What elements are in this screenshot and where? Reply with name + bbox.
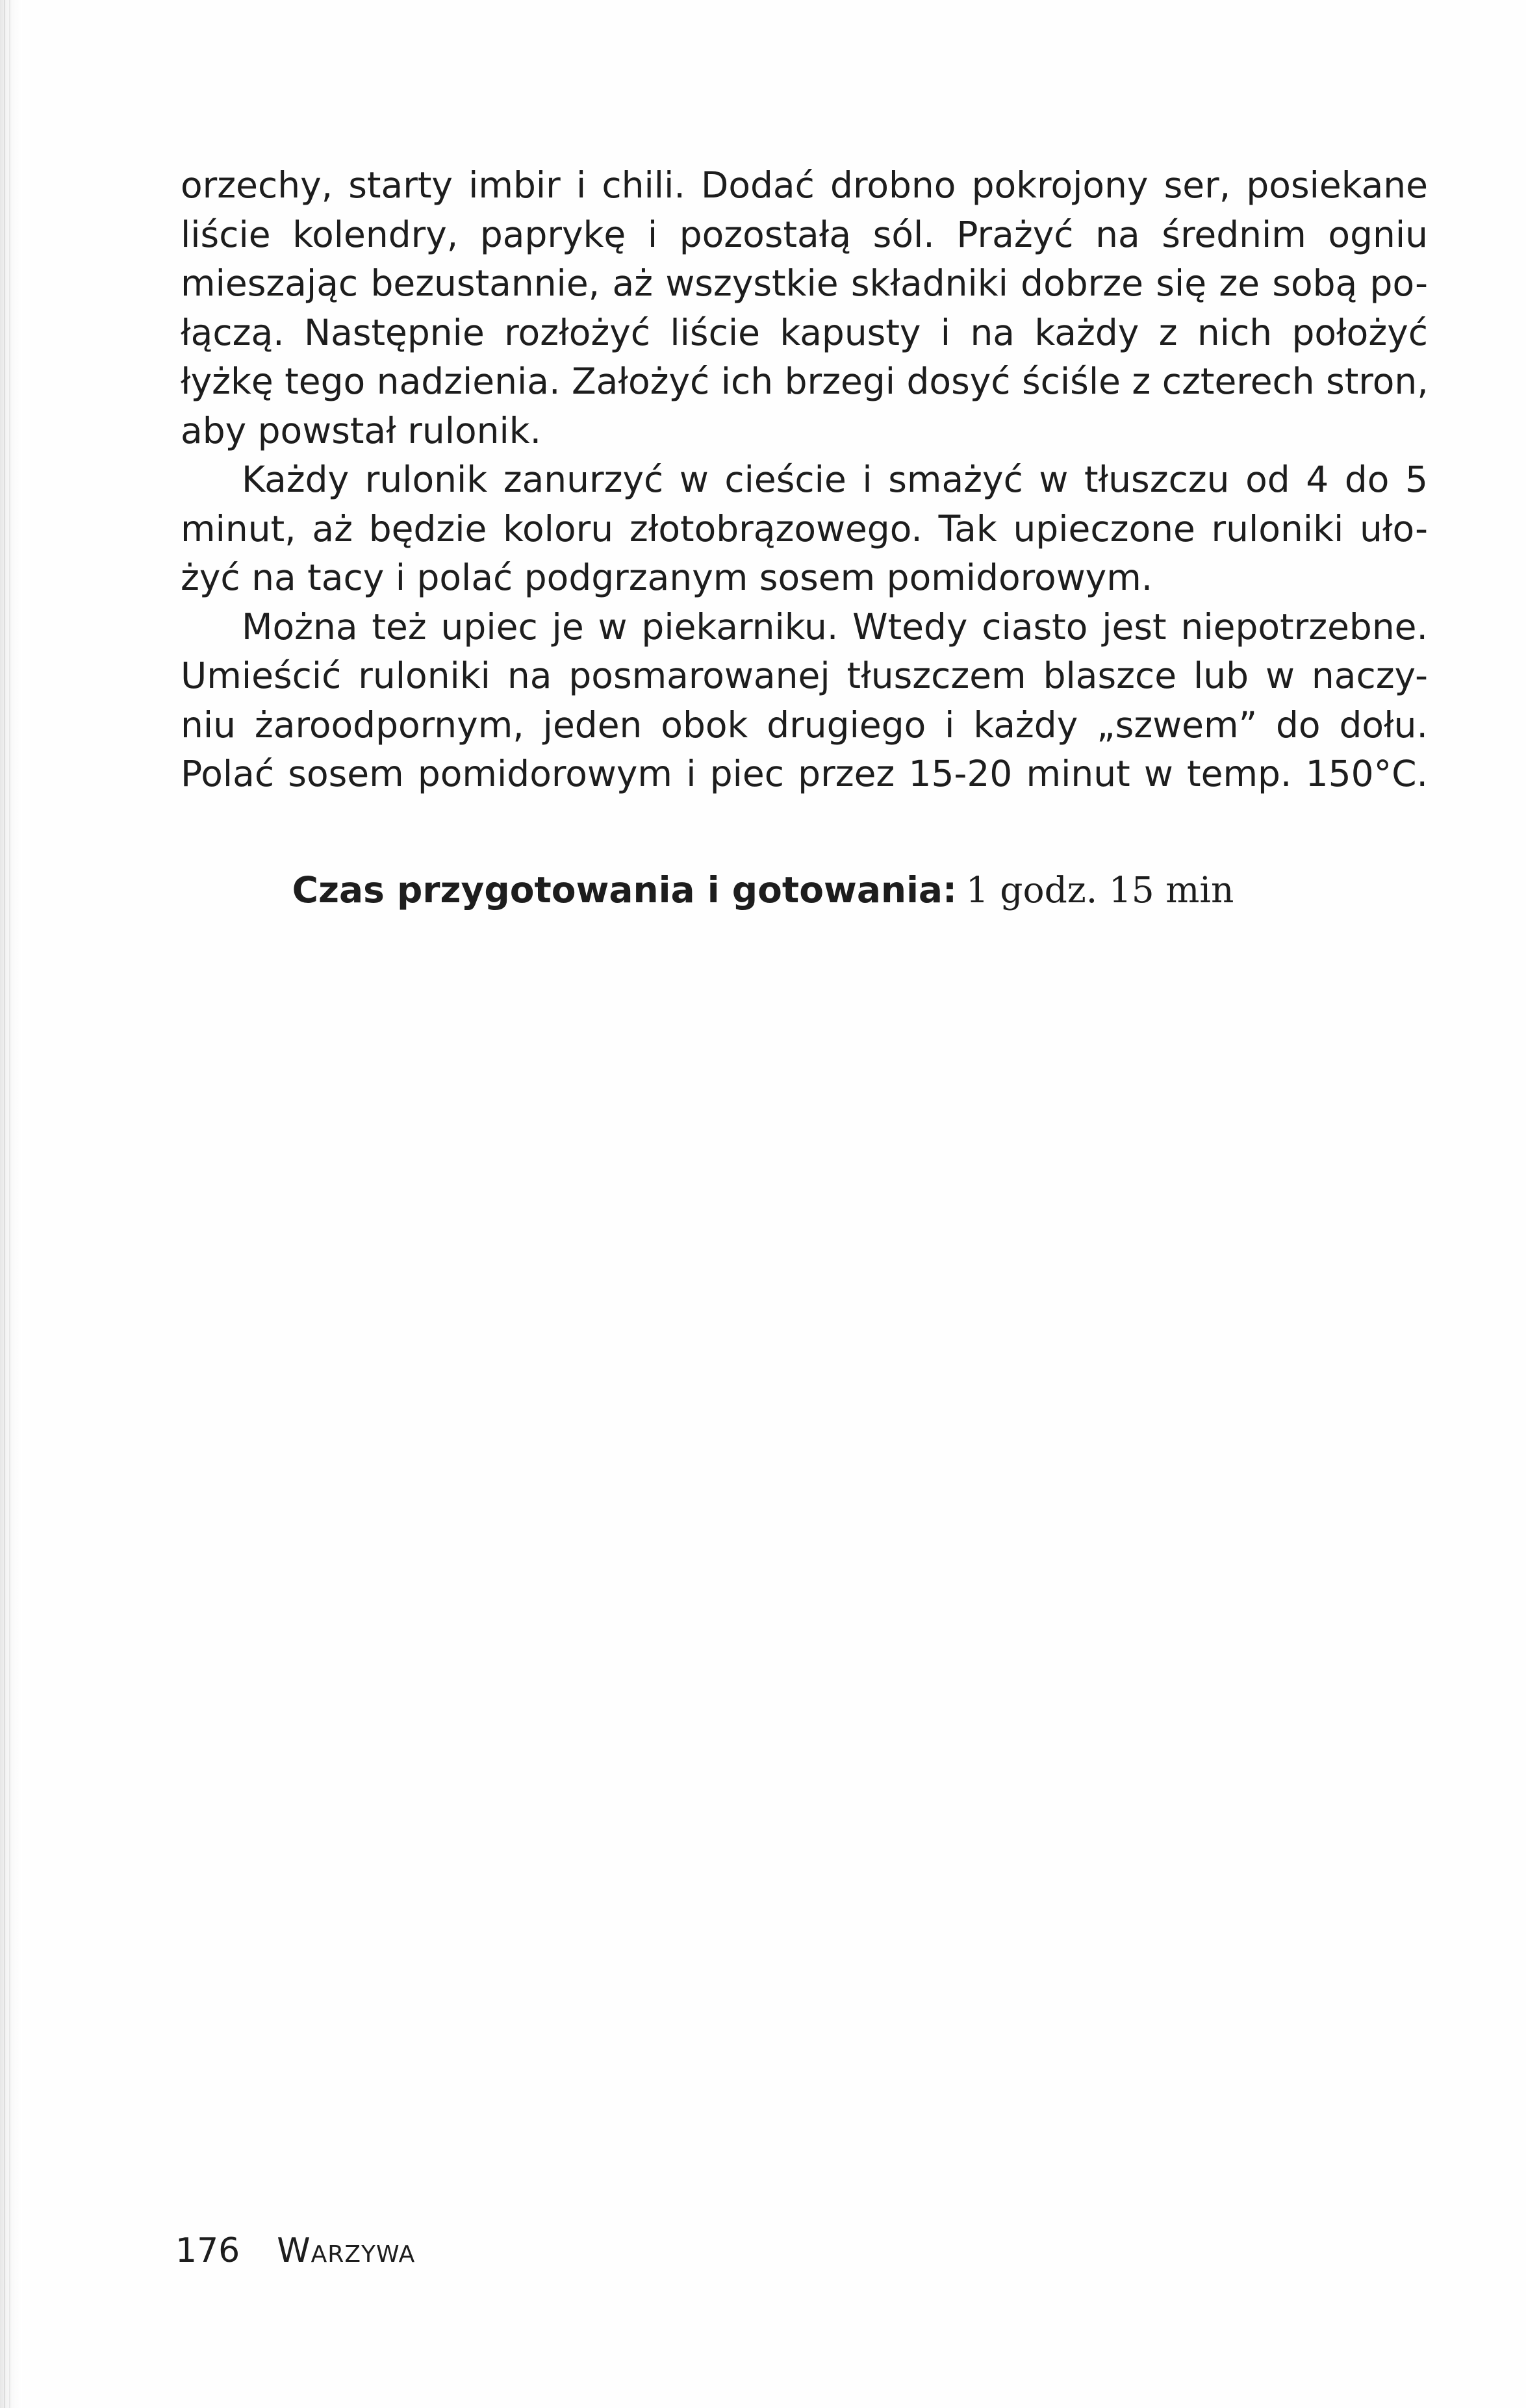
running-section-title: Warzywa: [277, 2231, 416, 2270]
preparation-time-label: Czas przygotowania i gotowania:: [292, 869, 958, 911]
preparation-time: [0, 864, 1526, 917]
text-line: Każdy rulonik zanurzyć w cieście i smażyć w tłuszczu od 4 do 5: [242, 459, 1428, 500]
text-line: niu żaroodpornym, jeden obok drugiego i każdy „szwem” do dołu.: [181, 703, 1428, 746]
text-line: Umieścić ruloniki na posmarowanej tłuszczem blaszce lub w naczy-: [181, 655, 1428, 696]
text-line: aby powstał rulonik.: [181, 409, 542, 451]
text-line: Można też upiec je w piekarniku. Wtedy ciasto jest niepotrzebne.: [242, 605, 1428, 648]
scan-edge-line: [9, 0, 10, 2408]
text-line: orzechy, starty imbir i chili. Dodać drobno pokrojony ser, posiekane: [181, 164, 1428, 206]
text-line: minut, aż będzie koloru złotobrązowego. Tak upieczone ruloniki uło-: [181, 507, 1428, 550]
page-number: 176: [175, 2231, 240, 2270]
text-line: łyżkę tego nadzienia. Założyć ich brzegi dosyć ściśle z czterech stron,: [181, 361, 1429, 402]
text-line: liście kolendry, paprykę i pozostałą sól. Prażyć na średnim ogniu: [181, 213, 1428, 255]
text-line: łączą. Następnie rozłożyć liście kapusty i na każdy z nich położyć: [181, 311, 1428, 353]
page-footer: [175, 2228, 415, 2274]
text-line: mieszając bezustannie, aż wszystkie składniki dobrze się ze sobą po-: [181, 262, 1428, 304]
scan-edge-line: [4, 0, 5, 2408]
preparation-time-value: 1 godz. 15 min: [965, 869, 1234, 911]
text-line: Polać sosem pomidorowym i piec przez 15-20 minut w temp. 150°C.: [181, 753, 1428, 794]
text-line: żyć na tacy i polać podgrzanym sosem pomidorowym.: [181, 557, 1153, 598]
recipe-instructions: [181, 161, 1428, 799]
